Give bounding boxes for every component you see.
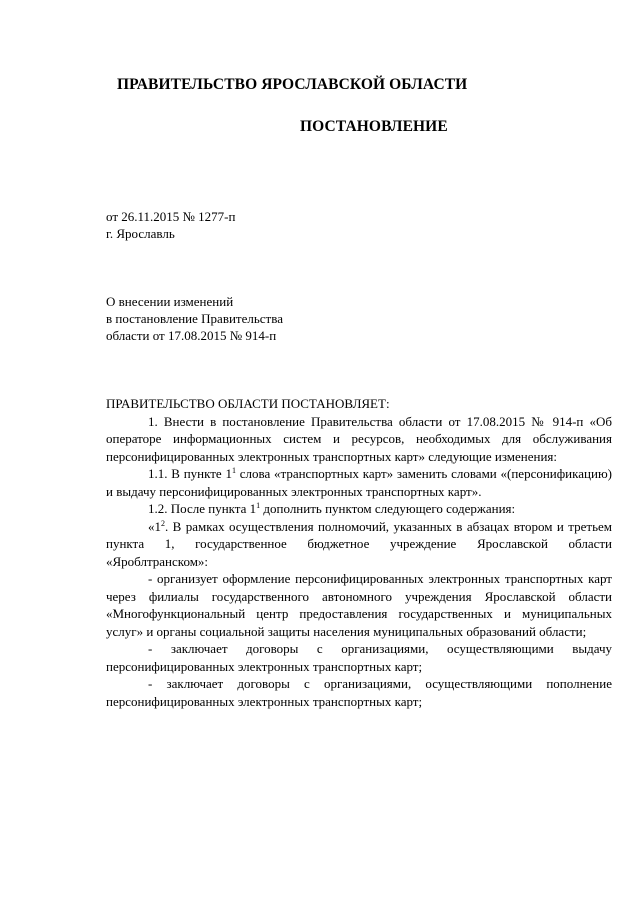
subject-line-2: в постановление Правительства (106, 311, 283, 326)
quote-text-b: . В рамках осуществления полномочий, указанных в абзацах втором и третьем пункта 1, государственное бюджетное учреждение Ярославской области «Яроблтранском»: (106, 518, 612, 569)
paragraph-1-1 (106, 465, 612, 500)
authority-title: ПРАВИТЕЛЬСТВО ЯРОСЛАВСКОЙ ОБЛАСТИ (117, 76, 468, 93)
resolves-heading: ПРАВИТЕЛЬСТВО ОБЛАСТИ ПОСТАНОВЛЯЕТ: (106, 396, 390, 411)
subject-line-3: области от 17.08.2015 № 914-п (106, 328, 277, 343)
paragraph-1: 1. Внести в постановление Правительства области от 17.08.2015 № 914-п «Об операторе информационных систем и ресурсов, необходимых для обслуживания персонифицированных электронных транспортных карт» следующие изменения: (106, 413, 612, 464)
bullet-item-3: - заключает договоры с организациями, осуществляющими пополнение персонифицированных электронных транспортных карт; (106, 676, 612, 709)
bullet-item-1: - организует оформление персонифицированных электронных транспортных карт через филиалы государственного автономного учреждения Ярославской области «Многофункциональный центр предоставления государственных и муниципальных услуг» и органы социальной защиты населения муниципальных образований области; (106, 571, 612, 639)
document-body (106, 395, 612, 710)
paragraph-1-1-text-a: 1.1. В пункте 1 (148, 466, 232, 481)
superscript: 1 (256, 501, 261, 510)
paragraph-1-2-text-b: дополнить пунктом следующего содержания: (260, 501, 516, 516)
date-number: от 26.11.2015 № 1277-п (106, 209, 236, 224)
document-meta (106, 208, 235, 242)
city: г. Ярославль (106, 226, 175, 241)
paragraph-1-2-text-a: 1.2. После пункта 1 (148, 501, 257, 516)
bullet-item-2: - заключает договоры с организациями, осуществляющими выдачу персонифицированных электронных транспортных карт; (106, 641, 612, 674)
superscript: 1 (231, 466, 236, 475)
paragraph-1-1-text-b: слова «транспортных карт» заменить словами «(персонификацию) и выдачу персонифицированных электронных транспортных карт». (106, 466, 612, 499)
paragraph-1-2 (106, 500, 612, 518)
superscript: 2 (161, 518, 165, 528)
paragraph-1-2-quote (106, 518, 612, 571)
quote-text-a: «1 (148, 518, 161, 534)
document-type-title: ПОСТАНОВЛЕНИЕ (300, 118, 448, 135)
subject-line-1: О внесении изменений (106, 294, 234, 309)
document-subject (106, 293, 283, 344)
